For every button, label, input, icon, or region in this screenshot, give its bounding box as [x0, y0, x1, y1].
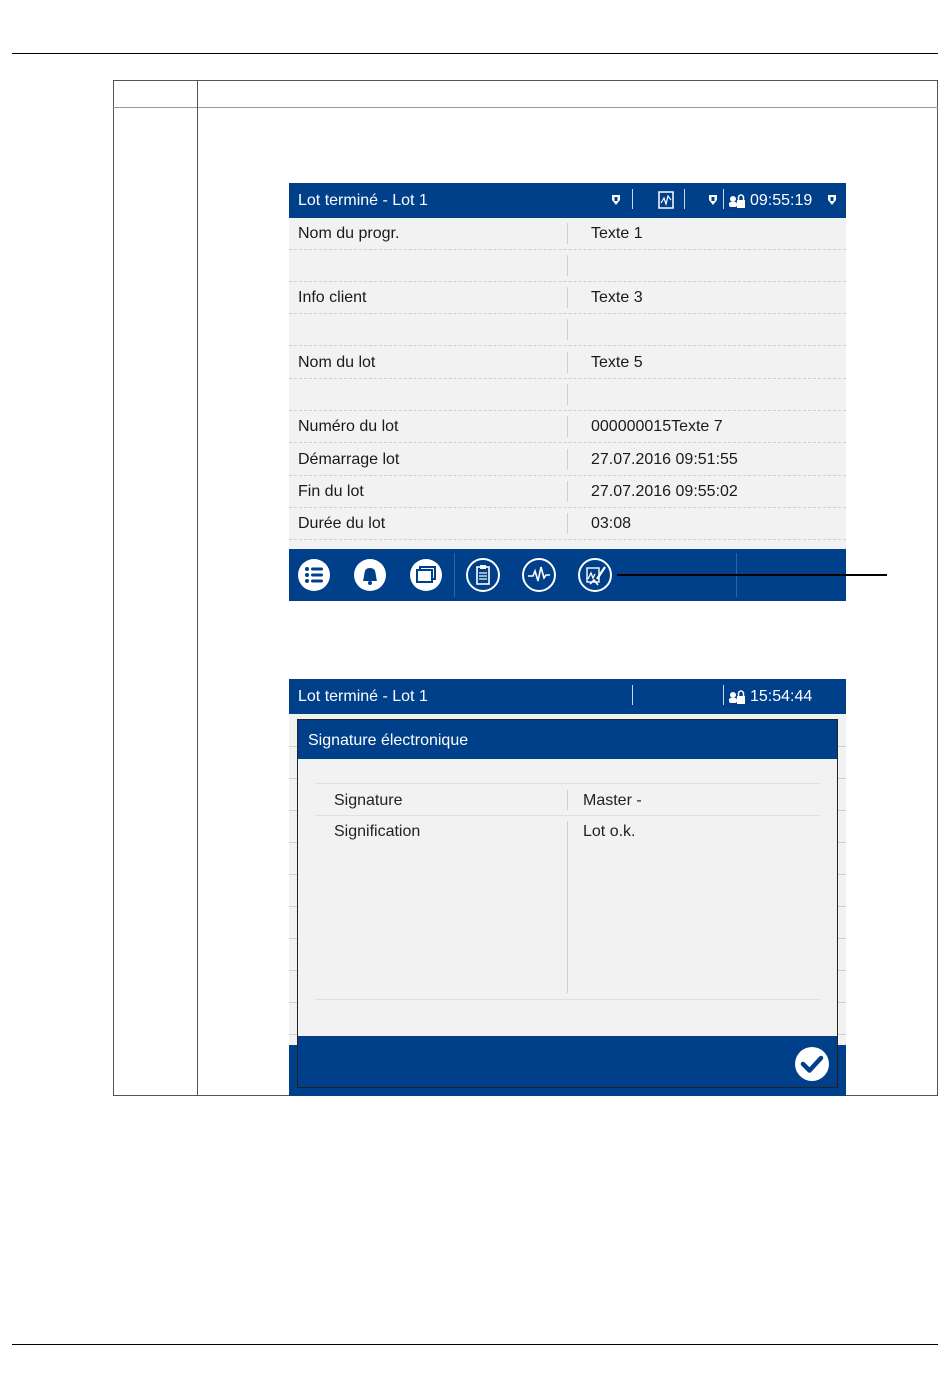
menu-icon[interactable] [297, 558, 331, 592]
row-value: 27.07.2016 09:51:55 [591, 451, 738, 468]
screen-title: Lot terminé - Lot 1 [298, 688, 428, 705]
screen-title: Lot terminé - Lot 1 [298, 192, 428, 209]
dialog-title-bar [298, 720, 837, 759]
signature-label: Signature [334, 792, 403, 809]
signature-value: Master - [583, 792, 642, 809]
list-item [289, 218, 846, 250]
list-item [289, 379, 846, 411]
signature-dialog [297, 719, 838, 1088]
row-value: Texte 1 [591, 225, 643, 242]
meaning-value: Lot o.k. [583, 823, 636, 840]
list-item [289, 444, 846, 476]
user-lock-icon[interactable] [728, 688, 746, 706]
table-column-line [197, 80, 198, 1096]
row-value: Texte 5 [591, 354, 643, 371]
list-item [289, 508, 846, 540]
row-label: Info client [298, 289, 367, 306]
list-item [289, 476, 846, 508]
title-bar [289, 679, 846, 714]
dropdown-arrow-icon[interactable] [610, 193, 622, 207]
callout-line [617, 574, 887, 576]
row-label: Nom du lot [298, 354, 376, 371]
batch-report-screen [289, 183, 846, 601]
dropdown-arrow-icon[interactable] [826, 193, 838, 207]
alarm-bell-icon[interactable] [353, 558, 387, 592]
row-label: Numéro du lot [298, 418, 399, 435]
user-lock-icon[interactable] [728, 192, 746, 210]
chart-view-icon[interactable] [658, 191, 674, 209]
windows-icon[interactable] [409, 558, 443, 592]
title-bar [289, 183, 846, 218]
clock-display: 09:55:19 [750, 192, 813, 209]
row-value: 000000015Texte 7 [591, 418, 723, 435]
clipboard-icon[interactable] [466, 558, 500, 592]
signal-wave-icon[interactable] [522, 558, 556, 592]
dialog-footer [298, 1036, 837, 1087]
row-value: 27.07.2016 09:55:02 [591, 483, 738, 500]
signature-screen [289, 679, 846, 1096]
row-value: 03:08 [591, 515, 632, 532]
row-label: Fin du lot [298, 483, 364, 500]
signature-icon[interactable] [578, 558, 612, 592]
top-rule [12, 53, 938, 54]
dropdown-arrow-icon[interactable] [707, 193, 719, 207]
dialog-title: Signature électronique [308, 732, 469, 749]
list-item [289, 314, 846, 346]
list-item [289, 411, 846, 443]
bottom-rule [12, 1344, 938, 1345]
list-item [289, 250, 846, 282]
meaning-label: Signification [334, 823, 421, 840]
row-label: Nom du progr. [298, 225, 400, 242]
row-label: Durée du lot [298, 515, 386, 532]
list-item [289, 282, 846, 314]
table-header-line [113, 107, 938, 108]
clock-display: 15:54:44 [750, 688, 813, 705]
list-item [289, 347, 846, 379]
checkmark-icon[interactable] [794, 1046, 830, 1082]
row-value: Texte 3 [591, 289, 643, 306]
row-label: Démarrage lot [298, 451, 400, 468]
